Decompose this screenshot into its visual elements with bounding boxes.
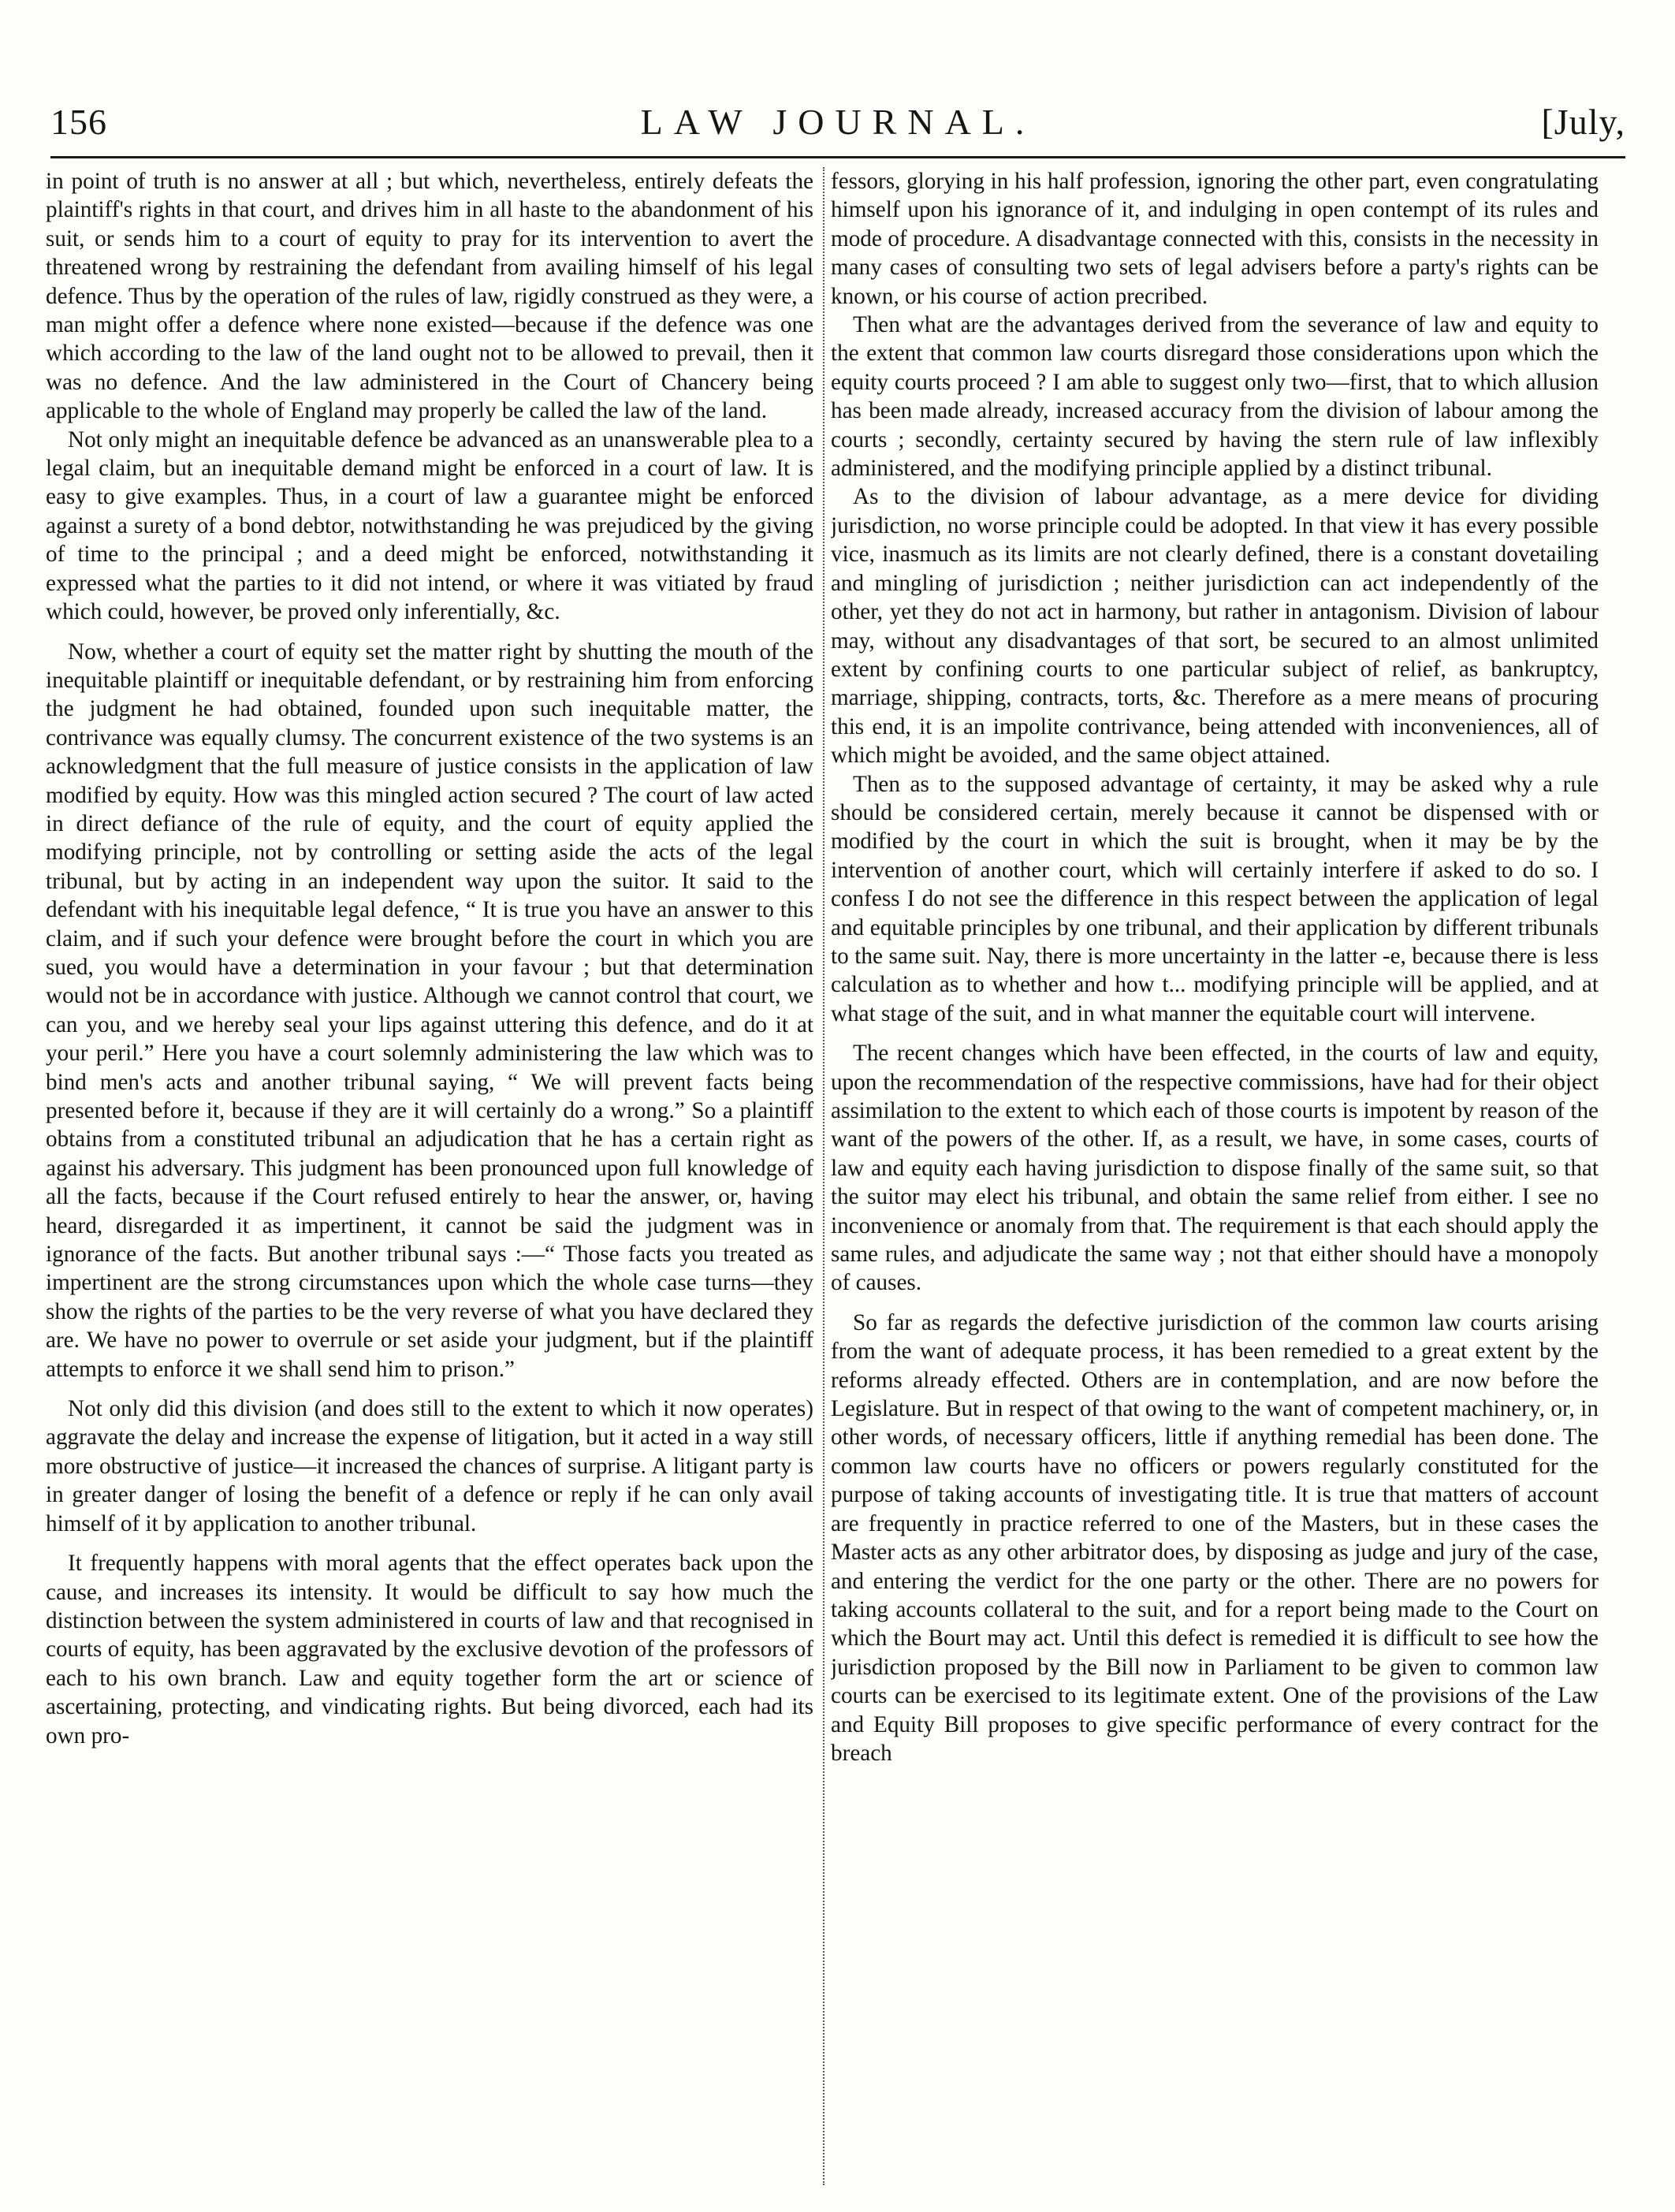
left-column (46, 167, 813, 2185)
running-date: [July, (1541, 102, 1625, 142)
paragraph: So far as regards the defective jurisdiction of the common law courts arising from the want of adequate process, it has been remedied to a great extent by the reforms already effected. Others are in contemplation, and are now before the Legislature. But in respect of that owing to the want of competent machinery, or, in other words, of necessary officers, little if anything remedial has been done. The common law courts have no officers or powers regularly constituted for the purpose of taking accounts of investigating title. It is true that matters of account are frequently in practice referred to one of the Masters, but in these cases the Master acts as any other arbitrator does, by disposing as judge and jury of the case, and entering the verdict for the one party or the other. There are no powers for taking accounts collateral to the suit, and for a report being made to the Court on which the Bourt may act. Until this defect is remedied it is difficult to see how the jurisdiction proposed by the Bill now in Parliament to be given to common law courts can be exercised to its legitimate extent. One of the provisions of the Law and Equity Bill proposes to give specific performance of every contract for the breach (831, 1309, 1599, 1766)
running-title: LAW JOURNAL. (640, 102, 1036, 142)
page-number: 156 (50, 102, 107, 142)
paragraph: in point of truth is no answer at all ; but which, nevertheless, entirely defeats the plaintiff's rights in that court, and drives him in all haste to the abandonment of his suit, or sends him to a court of equity to pray for its intervention to avert the threatened wrong by restraining the defendant from availing himself of his legal defence. Thus by the operation of the rules of law, rigidly construed as they were, a man might offer a defence where none existed—because if the defence was one which according to the law of the land ought not to be allowed to prevail, then it was no defence. And the law administered in the Court of Chancery being applicable to the whole of England may properly be called the law of the land. (46, 169, 813, 424)
header-rule (50, 156, 1625, 158)
column-divider (823, 167, 824, 2185)
paragraph: It frequently happens with moral agents that the effect operates back upon the cause, and increases its intensity. It would be difficult to say how much the distinction between the system administered in courts of law and that recognised in courts of equity, has been aggravated by the exclusive devotion of the professors of each to his own branch. Law and equity together form the art or science of ascertaining, protecting, and vindicating rights. But being divorced, each had its own pro- (46, 1551, 813, 1748)
paragraph: Not only did this division (and does still to the extent to which it now operates) aggravate the delay and increase the expense of litigation, but it acted in a way still more obstructive of justice—it increased the chances of surprise. A litigant party is in greater danger of losing the benefit of a defence or reply if he can only avail himself of it by application to another tribunal. (46, 1396, 813, 1536)
paragraph: As to the division of labour advantage, as a mere device for dividing jurisdiction, no worse principle could be adopted. In that view it has every possible vice, inasmuch as its limits are not clearly defined, there is a constant dovetailing and mingling of jurisdiction ; neither jurisdiction can act independently of the other, yet they do not act in harmony, but rather in antagonism. Division of labour may, without any disadvantages of that sort, be secured to an almost unlimited extent by confining courts to one particular subject of relief, as bankruptcy, marriage, shipping, contracts, torts, &c. Therefore as a mere means of procuring this end, it is an impolite contrivance, being attended with inconveniences, all of which might be avoided, and the same object attained. (831, 484, 1599, 769)
page-header (50, 95, 1625, 158)
paragraph: Then as to the supposed advantage of certainty, it may be asked why a rule should be considered certain, merely because it cannot be dispensed with or modified by the court in which the suit is brought, when it may be by the intervention of another court, which will certainly interfere if asked to do so. I confess I do not see the difference in this respect between the application of legal and equitable principles by one tribunal, and their application by different tribunals to the same suit. Nay, there is more uncertainty in the latter -e, because there is less calculation as to whether and how t... modifying principle will be applied, and at what stage of the suit, and in what manner the equitable court will intervene. (831, 771, 1599, 1026)
paragraph: Then what are the advantages derived from the severance of law and equity to the extent that common law courts disregard those considerations upon which the equity courts proceed ? I am able to suggest only two—first, that to which allusion has been made already, increased accuracy from the division of labour among the courts ; secondly, certainty secured by having the stern rule of law inflexibly administered, and the modifying principle applied by a distinct tribunal. (831, 312, 1599, 482)
paragraph: The recent changes which have been effected, in the courts of law and equity, upon the recommendation of the respective commissions, have had for their object assimilation to the extent to which each of those courts is impotent by reason of the want of the powers of the other. If, as a result, we have, in some cases, courts of law and equity each having jurisdiction to dispose finally of the same suit, so that the suitor may elect his tribunal, and obtain the same relief from either. I see no inconvenience or anomaly from that. The requirement is that each should apply the same rules, and adjudicate the same way ; not that either should have a monopoly of causes. (831, 1041, 1599, 1296)
right-column (831, 167, 1599, 2185)
paragraph: Not only might an inequitable defence be advanced as an unanswerable plea to a legal claim, but an inequitable demand might be enforced in a court of law. It is easy to give examples. Thus, in a court of law a guarantee might be enforced against a surety of a bond debtor, notwithstanding he was prejudiced by the giving of time to the principal ; and a deed might be enforced, notwithstanding it expressed what the parties to it did not intend, or where it was vitiated by fraud which could, however, be proved only inferentially, &c. (46, 426, 813, 625)
paragraph: fessors, glorying in his half profession, ignoring the other part, even congratulating himself upon his ignorance of it, and indulging in open contempt of its rules and mode of procedure. A disadvantage connected with this, consists in the necessity in many cases of consulting two sets of legal advisers before a party's rights can be known, or his course of action precribed. (831, 169, 1599, 309)
paragraph: Now, whether a court of equity set the matter right by shutting the mouth of the inequitable plaintiff or inequitable defendant, or by restraining him from enforcing the judgment he had obtained, founded upon such inequitable matter, the contrivance was equally clumsy. The concurrent existence of the two systems is an acknowledgment that the full measure of justice consists in the application of law modified by equity. How was this mingled action secured ? The court of law acted in direct defiance of the rule of equity, and the court of equity applied the modifying principle, not by controlling or setting aside the acts of the legal tribunal, but by acting in an independent way upon the suitor. It said to the defendant with his inequitable legal defence, “ It is true you have an answer to this claim, and if such your defence were brought before the court in which you are sued, you would have a determination in your favour ; but that determination would not be in accordance with justice. Although we cannot control that court, we can you, and we hereby seal your lips against uttering this defence, and do it at your peril.” Here you have a court solemnly administering the law which was to bind men's acts and another tribunal saying, “ We will prevent facts being presented before it, because if they are it will certainly do a wrong.” So a plaintiff obtains from a constituted tribunal an adjudication that he has a certain right as against his adversary. This judgment has been pronounced upon full knowledge of all the facts, because if the Court refused entirely to hear the answer, or, having heard, disregarded it as impertinent, it cannot be said the judgment was in ignorance of the facts. But another tribunal says :—“ Those facts you treated as impertinent are the strong circumstances upon which the whole case turns—they show the rights of the parties to be the very reverse of what you have declared they are. We have no power to overrule or set aside your judgment, but if the plaintiff attempts to enforce it we shall send him to prison.” (46, 639, 813, 1382)
